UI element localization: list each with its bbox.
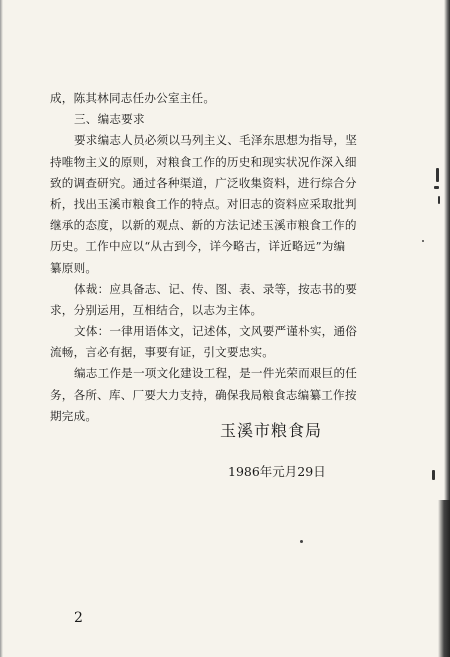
text-line: 析，找出玉溪市粮食工作的特点。对旧志的资料应采取批判 xyxy=(50,196,357,211)
scan-edge-shadow xyxy=(438,500,450,657)
text-line: 求，分别运用，互相结合，以志为主体。 xyxy=(50,302,263,317)
text-line: 编志工作是一项文化建设工程，是一件光荣而艰巨的任 xyxy=(74,366,358,381)
text-line: 体裁：应具备志、记、传、图、表、录等，按志书的要 xyxy=(74,281,358,296)
text-line: 致的调查研究。通过各种渠道，广泛收集资料，进行综合分 xyxy=(50,175,357,190)
page-number: 2 xyxy=(74,610,83,626)
scan-speck xyxy=(422,240,424,242)
text-line: 纂原则。 xyxy=(50,260,98,275)
issue-date: 1986年元月29日 xyxy=(228,464,326,479)
text-line: 务，各所、库、厂要大力支持，确保我局粮食志编纂工作按 xyxy=(50,387,357,402)
scan-speck xyxy=(300,540,303,543)
text-line: 要求编志人员必须以马列主义、毛泽东思想为指导，坚 xyxy=(74,133,358,148)
section-heading: 三、编志要求 xyxy=(74,112,145,127)
issuer-signature: 玉溪市粮食局 xyxy=(220,421,323,440)
body-text xyxy=(50,88,422,427)
text-line: 文体：一律用语体文，记述体，文风要严谨朴实，通俗 xyxy=(74,324,358,339)
text-line: 持唯物主义的原则，对粮食工作的历史和现实状况作深入细 xyxy=(50,154,357,169)
scan-mark xyxy=(438,196,440,204)
scan-mark xyxy=(432,470,435,480)
scan-mark xyxy=(434,186,439,189)
text-line: 继承的态度，以新的观点、新的方法记述玉溪市粮食工作的 xyxy=(50,218,357,233)
text-line: 成，陈其林同志任办公室主任。 xyxy=(50,91,216,105)
scan-edge-left xyxy=(0,0,3,657)
text-line: 历史。工作中应以“从古到今，详今略古，详近略远”为编 xyxy=(50,239,346,254)
text-line: 期完成。 xyxy=(50,408,98,423)
scan-mark xyxy=(436,168,439,182)
text-line: 流畅，言必有据，事要有证，引文要忠实。 xyxy=(50,345,275,360)
